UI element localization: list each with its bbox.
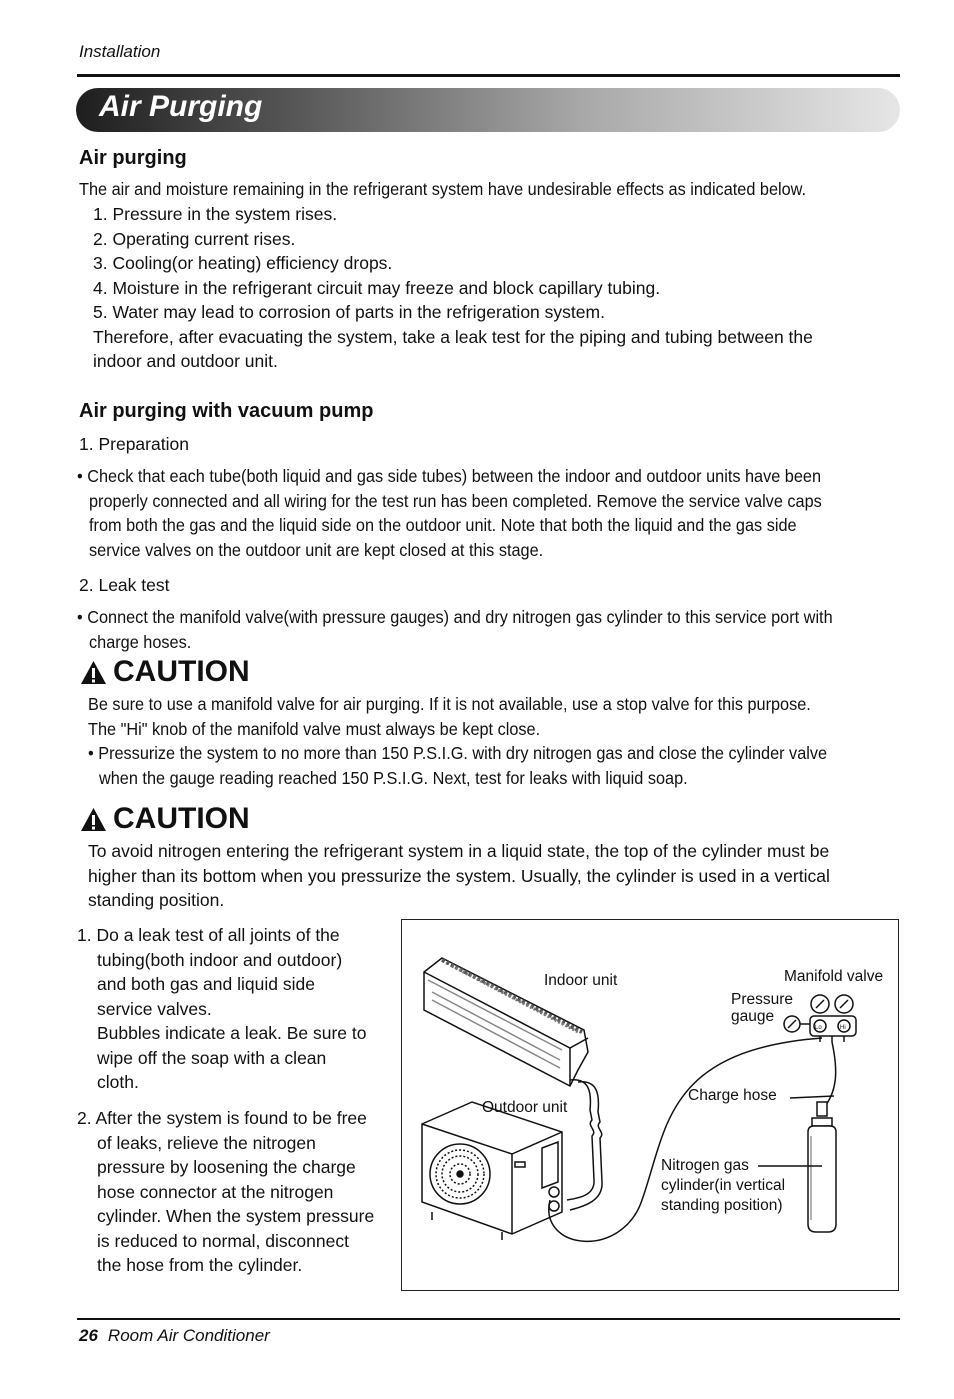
step-line: service valves. <box>97 998 212 1019</box>
effects-list <box>93 202 813 374</box>
preparation-text <box>77 464 877 562</box>
air-purging-intro: The air and moisture remaining in the refrigerant system have undesirable effects as indicated below. <box>79 179 807 199</box>
hi-knob-label: Hi <box>840 1025 846 1031</box>
charge-hose-label: Charge hose <box>688 1087 777 1104</box>
footer-title: Room Air Conditioner <box>107 1326 270 1345</box>
caution-heading <box>80 655 250 689</box>
indoor-unit-label: Indoor unit <box>544 972 618 989</box>
step-line: Bubbles indicate a leak. Be sure to <box>97 1023 367 1043</box>
preparation-line: • Check that each tube(both liquid and gas side tubes) between the indoor and outdoor units have been <box>77 466 822 486</box>
lo-knob-label: Lo <box>815 1025 822 1031</box>
step-line: wipe off the soap with a clean <box>97 1047 327 1068</box>
page-number: 26 <box>79 1326 98 1345</box>
step-line: cylinder. When the system pressure <box>97 1206 375 1226</box>
top-divider <box>77 74 900 77</box>
effect-item: 4. Moisture in the refrigerant circuit may freeze and block capillary tubing. <box>93 277 661 298</box>
therefore-text: indoor and outdoor unit. <box>93 351 278 371</box>
step-line: the hose from the cylinder. <box>97 1255 303 1275</box>
effect-item: 1. Pressure in the system rises. <box>93 204 338 224</box>
step-line: hose connector at the nitrogen <box>97 1181 334 1202</box>
caution-line: The "Hi" knob of the manifold valve must always be kept close. <box>88 718 541 739</box>
preparation-line: from both the gas and the liquid side on the outdoor unit. Note that both the liquid and the gas side <box>89 515 797 535</box>
nitrogen-cylinder-illustration <box>808 1102 836 1232</box>
step-line: cloth. <box>97 1072 139 1092</box>
page-footer <box>79 1326 270 1346</box>
step-2 <box>77 1106 374 1278</box>
effect-item: 3. Cooling(or heating) efficiency drops. <box>93 253 393 273</box>
leak-test-text <box>77 605 890 654</box>
preparation-line: service valves on the outdoor unit are kept closed at this stage. <box>89 539 544 560</box>
step-line: pressure by loosening the charge <box>97 1157 356 1177</box>
caution-line: To avoid nitrogen entering the refrigerant system in a liquid state, the top of the cylinder must be <box>88 841 830 861</box>
caution-heading <box>80 802 250 836</box>
step-line: tubing(both indoor and outdoor) <box>97 949 343 970</box>
leak-test-line: • Connect the manifold valve(with pressure gauges) and dry nitrogen gas cylinder to this service port with <box>77 607 833 627</box>
nitrogen-cylinder-label: Nitrogen gas cylinder(in vertical standing position) <box>661 1157 786 1214</box>
effect-item: 2. Operating current rises. <box>93 228 296 249</box>
caution-text <box>88 839 830 913</box>
vacuum-pump-heading: Air purging with vacuum pump <box>79 400 374 422</box>
step-line: 1. Do a leak test of all joints of the <box>77 925 340 945</box>
preparation-line: properly connected and all wiring for the test run has been completed. Remove the service valve caps <box>89 490 822 511</box>
therefore-text: Therefore, after evacuating the system, take a leak test for the piping and tubing between the <box>93 326 813 347</box>
leak-test-title: 2. Leak test <box>79 575 170 595</box>
step-1 <box>77 923 366 1095</box>
bottom-divider <box>77 1318 900 1320</box>
outdoor-unit-label: Outdoor unit <box>482 1099 568 1116</box>
caution-line: when the gauge reading reached 150 P.S.I.G. Next, test for leaks with liquid soap. <box>99 767 688 788</box>
caution-line: higher than its bottom when you pressurize the system. Usually, the cylinder is used in a vertical <box>88 865 830 886</box>
caution-line: Be sure to use a manifold valve for air purging. If it is not available, use a stop valve for this purpose. <box>88 694 811 714</box>
caution-text <box>88 692 883 790</box>
warning-icon <box>80 807 107 832</box>
warning-icon <box>80 660 107 685</box>
step-line: is reduced to normal, disconnect <box>97 1230 349 1251</box>
manifold-valve-label: Manifold valve <box>784 968 884 985</box>
preparation-title: 1. Preparation <box>79 434 189 454</box>
caution-line: standing position. <box>88 890 225 910</box>
effect-item: 5. Water may lead to corrosion of parts in the refrigeration system. <box>93 302 605 322</box>
section-label: Installation <box>79 42 161 61</box>
leak-test-line: charge hoses. <box>89 631 192 652</box>
step-line: of leaks, relieve the nitrogen <box>97 1132 316 1153</box>
manifold-valve-illustration <box>784 995 856 1042</box>
pressure-gauge-label: Pressure gauge <box>731 991 794 1025</box>
step-line: 2. After the system is found to be free <box>77 1108 367 1128</box>
caution-label: CAUTION <box>113 655 250 688</box>
page-title: Air Purging <box>99 90 263 123</box>
outdoor-unit-illustration <box>422 1102 562 1240</box>
caution-line: • Pressurize the system to no more than 150 P.S.I.G. with dry nitrogen gas and close the cylinder valve <box>88 743 828 763</box>
caution-label: CAUTION <box>113 802 250 835</box>
step-line: and both gas and liquid side <box>97 974 315 994</box>
air-purging-heading: Air purging <box>79 147 187 169</box>
air-purging-diagram <box>401 919 899 1291</box>
